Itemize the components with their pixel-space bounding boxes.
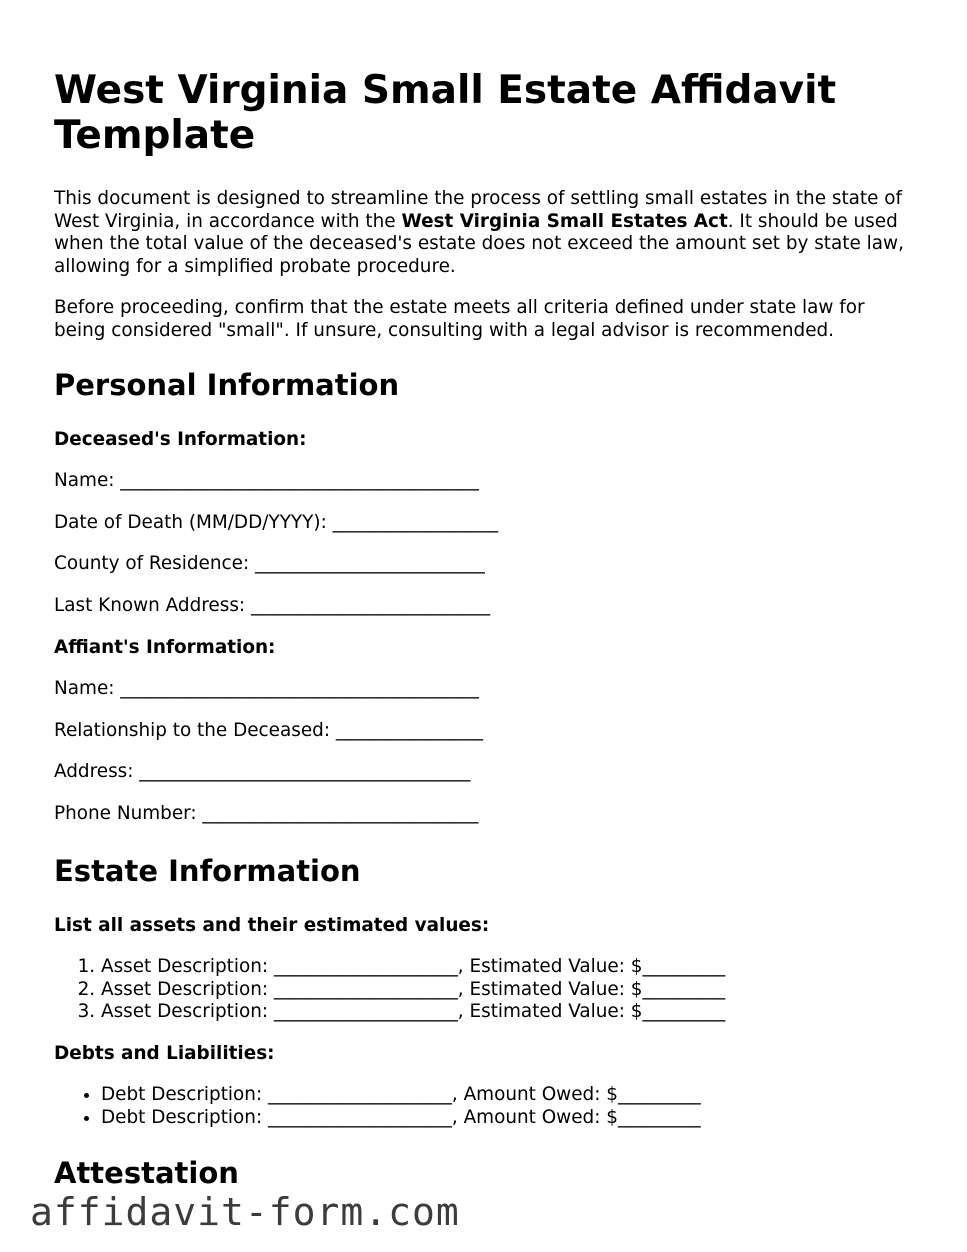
section-heading-attestation: Attestation bbox=[54, 1155, 239, 1190]
intro-paragraph-2: Before proceeding, confirm that the estate meets all criteria defined under state law for being considered "small". If unsure, consulting with a legal advisor is recommended. bbox=[54, 297, 865, 341]
assets-list bbox=[54, 956, 914, 1024]
date-of-death-field[interactable]: Date of Death (MM/DD/YYYY): __________________ bbox=[54, 511, 499, 533]
act-name: West Virginia Small Estates Act bbox=[401, 210, 728, 232]
document-page bbox=[54, 68, 914, 1190]
county-of-residence-field[interactable]: County of Residence: _________________________ bbox=[54, 553, 485, 575]
last-known-address-field[interactable]: Last Known Address: __________________________ bbox=[54, 594, 491, 616]
asset-item[interactable]: 2. Asset Description: ____________________, Estimated Value: $_________ bbox=[101, 979, 914, 1002]
intro-paragraph-1 bbox=[54, 188, 914, 278]
affiant-address-field[interactable]: Address: ____________________________________ bbox=[54, 761, 471, 783]
debts-list bbox=[54, 1084, 914, 1129]
debt-item[interactable]: • Debt Description: ____________________, Amount Owed: $_________ bbox=[101, 1107, 914, 1130]
debts-heading: Debts and Liabilities: bbox=[54, 1042, 275, 1064]
deceased-name-field[interactable]: Name: _______________________________________ bbox=[54, 470, 479, 492]
relationship-field[interactable]: Relationship to the Deceased: ________________ bbox=[54, 719, 483, 741]
affiant-name-field[interactable]: Name: _______________________________________ bbox=[54, 678, 479, 700]
phone-number-field[interactable]: Phone Number: ______________________________ bbox=[54, 802, 479, 824]
asset-item[interactable]: 1. Asset Description: ____________________, Estimated Value: $_________ bbox=[101, 956, 914, 979]
section-heading-personal: Personal Information bbox=[54, 367, 400, 402]
section-heading-estate: Estate Information bbox=[54, 853, 361, 888]
affiant-heading: Affiant's Information: bbox=[54, 636, 276, 658]
watermark: affidavit-form.com bbox=[30, 1190, 460, 1234]
deceased-heading: Deceased's Information: bbox=[54, 428, 307, 450]
intro-text-before: This document is designed to streamline the process of settling small estates in the state of West Virginia, in accordance with the bbox=[54, 188, 903, 232]
asset-item[interactable]: 3. Asset Description: ____________________, Estimated Value: $_________ bbox=[101, 1001, 914, 1024]
page-title: West Virginia Small Estate Affidavit Template bbox=[54, 68, 837, 158]
intro-text-after: . It should be used when the total value of the deceased's estate does not exceed the amount set by state law, allowing for a simplified probate procedure. bbox=[54, 210, 904, 277]
assets-heading: List all assets and their estimated values: bbox=[54, 914, 490, 936]
debt-item[interactable]: • Debt Description: ____________________, Amount Owed: $_________ bbox=[101, 1084, 914, 1107]
